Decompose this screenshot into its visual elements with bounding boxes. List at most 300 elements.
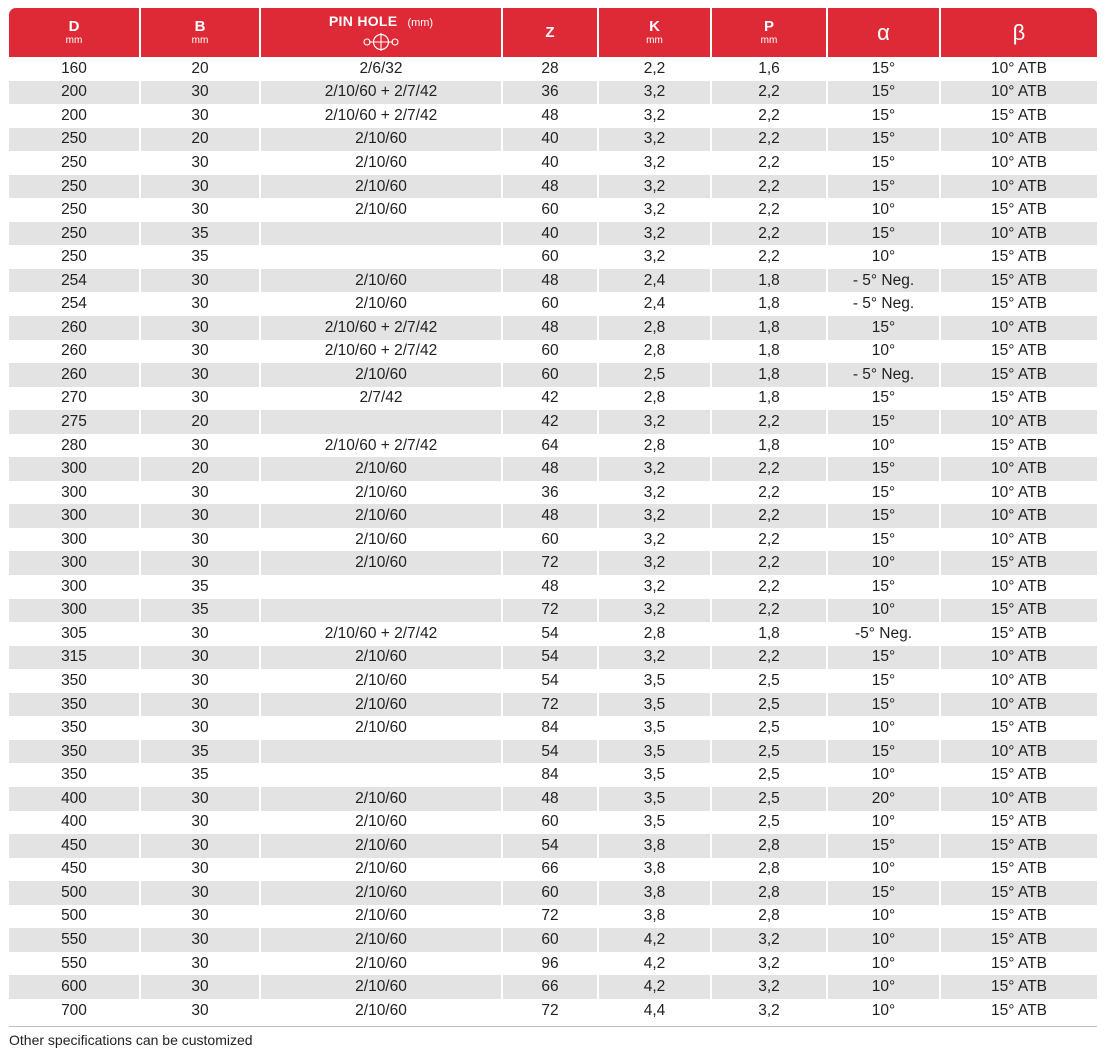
cell-b: 30 (139, 716, 259, 740)
cell-pin-hole: 2/10/60 (259, 457, 501, 481)
cell-z: 48 (501, 457, 597, 481)
header-k-unit: mm (646, 35, 663, 46)
cell-beta: 15° ATB (939, 269, 1097, 293)
cell-k: 2,5 (597, 363, 710, 387)
cell-b: 30 (139, 316, 259, 340)
cell-z: 28 (501, 57, 597, 81)
cell-z: 60 (501, 811, 597, 835)
table-row (9, 410, 1097, 434)
cell-p: 2,2 (710, 457, 826, 481)
cell-alpha: 15° (826, 834, 939, 858)
cell-pin-hole: 2/10/60 (259, 481, 501, 505)
cell-z: 40 (501, 151, 597, 175)
cell-z: 60 (501, 245, 597, 269)
cell-pin-hole: 2/10/60 (259, 269, 501, 293)
header-d-label: D (68, 18, 80, 35)
cell-b: 30 (139, 928, 259, 952)
saw-blade-spec-table (9, 8, 1097, 1022)
cell-b: 30 (139, 175, 259, 199)
cell-beta: 15° ATB (939, 763, 1097, 787)
cell-k: 2,4 (597, 269, 710, 293)
cell-p: 2,2 (710, 222, 826, 246)
cell-beta: 15° ATB (939, 999, 1097, 1023)
cell-pin-hole: 2/10/60 (259, 128, 501, 152)
cell-b: 30 (139, 975, 259, 999)
cell-z: 72 (501, 999, 597, 1023)
table-row (9, 292, 1097, 316)
header-pin-hole (259, 8, 501, 57)
cell-b: 30 (139, 481, 259, 505)
table-row (9, 222, 1097, 246)
cell-pin-hole: 2/10/60 + 2/7/42 (259, 622, 501, 646)
cell-p: 3,2 (710, 952, 826, 976)
cell-beta: 15° ATB (939, 622, 1097, 646)
cell-k: 3,2 (597, 646, 710, 670)
cell-beta: 15° ATB (939, 928, 1097, 952)
cell-b: 30 (139, 834, 259, 858)
cell-k: 3,2 (597, 457, 710, 481)
cell-k: 3,2 (597, 528, 710, 552)
cell-k: 3,5 (597, 763, 710, 787)
cell-b: 30 (139, 81, 259, 105)
cell-pin-hole: 2/10/60 + 2/7/42 (259, 340, 501, 364)
cell-k: 3,8 (597, 905, 710, 929)
cell-d: 270 (61, 389, 87, 407)
cell-k: 3,2 (597, 175, 710, 199)
cell-b: 30 (139, 104, 259, 128)
cell-alpha: 15° (826, 740, 939, 764)
cell-k: 2,8 (597, 316, 710, 340)
cell-z: 48 (501, 175, 597, 199)
cell-k: 3,2 (597, 81, 710, 105)
cell-b: 20 (139, 410, 259, 434)
cell-alpha: 15° (826, 528, 939, 552)
cell-p: 2,5 (710, 716, 826, 740)
table-row (9, 716, 1097, 740)
cell-z: 48 (501, 787, 597, 811)
cell-k: 4,2 (597, 928, 710, 952)
cell-alpha: -5° Neg. (826, 622, 939, 646)
cell-b: 30 (139, 528, 259, 552)
cell-z: 72 (501, 599, 597, 623)
cell-alpha: 10° (826, 763, 939, 787)
cell-alpha: 10° (826, 999, 939, 1023)
cell-p: 2,2 (710, 104, 826, 128)
cell-z: 48 (501, 575, 597, 599)
cell-alpha: 10° (826, 434, 939, 458)
cell-beta: 10° ATB (939, 504, 1097, 528)
table-row (9, 599, 1097, 623)
cell-beta: 10° ATB (939, 528, 1097, 552)
cell-z: 60 (501, 198, 597, 222)
cell-k: 3,2 (597, 551, 710, 575)
cell-pin-hole: 2/10/60 (259, 928, 501, 952)
cell-d: 200 (9, 81, 139, 105)
cell-d: 500 (61, 907, 87, 925)
cell-z: 48 (501, 104, 597, 128)
cell-beta: 15° ATB (939, 387, 1097, 411)
cell-alpha: 15° (826, 481, 939, 505)
cell-pin-hole: 2/10/60 (259, 363, 501, 387)
table-row (9, 646, 1097, 670)
cell-z: 54 (501, 622, 597, 646)
cell-d: 260 (61, 342, 87, 360)
cell-alpha: 15° (826, 316, 939, 340)
table-row (9, 151, 1097, 175)
table-row (9, 57, 1097, 81)
cell-d: 250 (61, 201, 87, 219)
cell-beta: 10° ATB (939, 481, 1097, 505)
cell-d: 250 (9, 128, 139, 152)
cell-p: 2,2 (710, 575, 826, 599)
cell-alpha: 10° (826, 198, 939, 222)
cell-beta: 10° ATB (939, 787, 1097, 811)
cell-beta: 15° ATB (939, 198, 1097, 222)
cell-pin-hole: 2/10/60 (259, 151, 501, 175)
cell-b: 30 (139, 999, 259, 1023)
cell-z: 48 (501, 316, 597, 340)
cell-beta: 10° ATB (939, 669, 1097, 693)
cell-z: 64 (501, 434, 597, 458)
cell-b: 20 (139, 128, 259, 152)
cell-d: 400 (61, 813, 87, 831)
cell-d: 254 (9, 269, 139, 293)
table-header (9, 8, 1097, 57)
cell-p: 1,8 (710, 316, 826, 340)
cell-z: 96 (501, 952, 597, 976)
cell-beta: 15° ATB (939, 905, 1097, 929)
footer-divider (9, 1026, 1097, 1027)
table-row (9, 481, 1097, 505)
cell-alpha: - 5° Neg. (826, 292, 939, 316)
cell-beta: 15° ATB (939, 834, 1097, 858)
cell-b: 30 (139, 151, 259, 175)
cell-pin-hole: 2/10/60 (259, 292, 501, 316)
header-pin-hole-label: PIN HOLE (328, 13, 398, 29)
table-row (9, 81, 1097, 105)
cell-beta: 15° ATB (939, 811, 1097, 835)
cell-alpha: 15° (826, 222, 939, 246)
cell-alpha: 15° (826, 457, 939, 481)
cell-pin-hole: 2/10/60 (259, 905, 501, 929)
cell-k: 3,2 (597, 575, 710, 599)
header-beta-label: β (1012, 20, 1026, 45)
cell-b: 30 (139, 504, 259, 528)
cell-d: 275 (9, 410, 139, 434)
cell-pin-hole: 2/10/60 (259, 669, 501, 693)
cell-b: 20 (139, 457, 259, 481)
cell-p: 3,2 (710, 928, 826, 952)
cell-alpha: 10° (826, 928, 939, 952)
cell-beta: 15° ATB (939, 104, 1097, 128)
cell-z: 72 (501, 693, 597, 717)
cell-d: 300 (9, 599, 139, 623)
table-row (9, 999, 1097, 1023)
cell-d: 300 (61, 530, 87, 548)
table-row (9, 928, 1097, 952)
cell-k: 4,2 (597, 952, 710, 976)
table-row (9, 457, 1097, 481)
cell-z: 60 (501, 363, 597, 387)
cell-alpha: - 5° Neg. (826, 363, 939, 387)
cell-alpha: 10° (826, 811, 939, 835)
cell-p: 1,8 (710, 340, 826, 364)
cell-k: 3,8 (597, 834, 710, 858)
header-z (501, 8, 597, 57)
cell-beta: 10° ATB (939, 575, 1097, 599)
cell-k: 3,2 (597, 504, 710, 528)
cell-p: 1,8 (710, 387, 826, 411)
cell-p: 2,2 (710, 128, 826, 152)
cell-alpha: 15° (826, 575, 939, 599)
cell-p: 1,6 (710, 57, 826, 81)
cell-k: 3,2 (597, 410, 710, 434)
cell-z: 42 (501, 410, 597, 434)
cell-z: 54 (501, 740, 597, 764)
cell-p: 1,8 (710, 269, 826, 293)
cell-beta: 15° ATB (939, 952, 1097, 976)
cell-z: 60 (501, 340, 597, 364)
cell-z: 54 (501, 646, 597, 670)
cell-b: 30 (139, 292, 259, 316)
cell-p: 2,5 (710, 811, 826, 835)
cell-z: 54 (501, 669, 597, 693)
cell-pin-hole (259, 410, 501, 434)
cell-k: 3,2 (597, 481, 710, 505)
cell-k: 4,2 (597, 975, 710, 999)
cell-k: 3,8 (597, 881, 710, 905)
cell-alpha: 15° (826, 504, 939, 528)
header-p (710, 8, 826, 57)
cell-b: 30 (139, 551, 259, 575)
cell-z: 36 (501, 81, 597, 105)
pin-hole-icon (358, 33, 404, 51)
cell-beta: 10° ATB (939, 693, 1097, 717)
cell-d: 250 (9, 175, 139, 199)
cell-z: 72 (501, 551, 597, 575)
cell-d: 200 (61, 106, 87, 124)
cell-pin-hole: 2/7/42 (259, 387, 501, 411)
cell-alpha: 15° (826, 646, 939, 670)
cell-b: 30 (139, 811, 259, 835)
cell-d: 260 (9, 316, 139, 340)
cell-d: 315 (9, 646, 139, 670)
cell-b: 30 (139, 858, 259, 882)
cell-alpha: 15° (826, 387, 939, 411)
cell-b: 30 (139, 952, 259, 976)
cell-alpha: - 5° Neg. (826, 269, 939, 293)
cell-d: 550 (61, 954, 87, 972)
cell-pin-hole: 2/10/60 (259, 551, 501, 575)
cell-p: 2,2 (710, 245, 826, 269)
cell-pin-hole: 2/10/60 (259, 952, 501, 976)
cell-d: 160 (61, 59, 87, 77)
cell-d: 300 (61, 577, 87, 595)
cell-beta: 10° ATB (939, 128, 1097, 152)
table-row (9, 504, 1097, 528)
cell-b: 35 (139, 575, 259, 599)
cell-alpha: 15° (826, 81, 939, 105)
cell-b: 30 (139, 693, 259, 717)
table-body (9, 57, 1097, 1022)
cell-pin-hole: 2/10/60 (259, 693, 501, 717)
cell-p: 1,8 (710, 292, 826, 316)
cell-p: 2,8 (710, 881, 826, 905)
cell-d: 450 (9, 834, 139, 858)
cell-b: 30 (139, 269, 259, 293)
cell-beta: 10° ATB (939, 175, 1097, 199)
table-row (9, 198, 1097, 222)
table-row (9, 104, 1097, 128)
table-row (9, 528, 1097, 552)
cell-alpha: 15° (826, 128, 939, 152)
cell-beta: 15° ATB (939, 975, 1097, 999)
cell-z: 84 (501, 716, 597, 740)
cell-alpha: 15° (826, 104, 939, 128)
table-row (9, 245, 1097, 269)
cell-k: 3,2 (597, 104, 710, 128)
cell-alpha: 10° (826, 975, 939, 999)
table-row (9, 269, 1097, 293)
header-b (139, 8, 259, 57)
cell-p: 1,8 (710, 622, 826, 646)
cell-beta: 10° ATB (939, 457, 1097, 481)
cell-z: 60 (501, 292, 597, 316)
cell-k: 2,8 (597, 387, 710, 411)
cell-k: 2,8 (597, 434, 710, 458)
cell-beta: 15° ATB (939, 599, 1097, 623)
table-row (9, 693, 1097, 717)
cell-alpha: 10° (826, 905, 939, 929)
cell-d: 250 (61, 248, 87, 266)
cell-beta: 15° ATB (939, 716, 1097, 740)
cell-b: 35 (139, 740, 259, 764)
cell-beta: 15° ATB (939, 340, 1097, 364)
cell-d: 350 (9, 693, 139, 717)
cell-pin-hole: 2/10/60 + 2/7/42 (259, 104, 501, 128)
table-row (9, 834, 1097, 858)
header-alpha (826, 8, 939, 57)
table-row (9, 787, 1097, 811)
cell-k: 3,2 (597, 245, 710, 269)
cell-pin-hole (259, 763, 501, 787)
cell-z: 60 (501, 881, 597, 905)
cell-k: 3,2 (597, 198, 710, 222)
cell-k: 2,8 (597, 622, 710, 646)
cell-b: 30 (139, 363, 259, 387)
cell-p: 2,2 (710, 481, 826, 505)
cell-k: 3,5 (597, 787, 710, 811)
cell-pin-hole: 2/10/60 (259, 528, 501, 552)
table-row (9, 952, 1097, 976)
cell-d: 250 (61, 153, 87, 171)
cell-d: 250 (9, 222, 139, 246)
cell-k: 3,2 (597, 222, 710, 246)
cell-p: 2,2 (710, 646, 826, 670)
cell-k: 3,2 (597, 151, 710, 175)
header-d (9, 8, 139, 57)
cell-pin-hole: 2/10/60 (259, 811, 501, 835)
cell-alpha: 10° (826, 858, 939, 882)
cell-z: 48 (501, 504, 597, 528)
cell-pin-hole (259, 599, 501, 623)
cell-beta: 10° ATB (939, 81, 1097, 105)
cell-pin-hole: 2/10/60 (259, 787, 501, 811)
cell-pin-hole: 2/10/60 (259, 834, 501, 858)
header-alpha-label: α (877, 20, 890, 45)
cell-pin-hole: 2/10/60 (259, 881, 501, 905)
cell-beta: 15° ATB (939, 292, 1097, 316)
cell-pin-hole: 2/10/60 (259, 716, 501, 740)
cell-alpha: 20° (826, 787, 939, 811)
cell-p: 1,8 (710, 363, 826, 387)
cell-beta: 15° ATB (939, 551, 1097, 575)
table-row (9, 975, 1097, 999)
cell-b: 30 (139, 669, 259, 693)
cell-pin-hole (259, 575, 501, 599)
table-row (9, 763, 1097, 787)
cell-b: 30 (139, 622, 259, 646)
cell-beta: 15° ATB (939, 363, 1097, 387)
cell-p: 2,2 (710, 198, 826, 222)
cell-z: 60 (501, 528, 597, 552)
cell-d: 700 (61, 1001, 87, 1019)
cell-p: 3,2 (710, 999, 826, 1023)
cell-pin-hole: 2/10/60 + 2/7/42 (259, 434, 501, 458)
cell-z: 66 (501, 858, 597, 882)
cell-b: 35 (139, 763, 259, 787)
cell-d: 305 (61, 624, 87, 642)
cell-p: 2,2 (710, 151, 826, 175)
cell-beta: 10° ATB (939, 410, 1097, 434)
cell-pin-hole: 2/6/32 (259, 57, 501, 81)
cell-d: 550 (9, 928, 139, 952)
cell-k: 4,4 (597, 999, 710, 1023)
cell-b: 30 (139, 905, 259, 929)
cell-p: 2,2 (710, 504, 826, 528)
table-row (9, 128, 1097, 152)
cell-z: 42 (501, 387, 597, 411)
cell-pin-hole (259, 222, 501, 246)
table-row (9, 551, 1097, 575)
cell-b: 30 (139, 198, 259, 222)
table-row (9, 811, 1097, 835)
header-k (597, 8, 710, 57)
cell-beta: 10° ATB (939, 57, 1097, 81)
cell-pin-hole: 2/10/60 (259, 198, 501, 222)
cell-b: 30 (139, 787, 259, 811)
cell-k: 3,2 (597, 599, 710, 623)
cell-alpha: 15° (826, 175, 939, 199)
cell-k: 2,2 (597, 57, 710, 81)
header-b-label: B (194, 18, 206, 35)
cell-b: 35 (139, 599, 259, 623)
cell-beta: 10° ATB (939, 222, 1097, 246)
cell-alpha: 10° (826, 340, 939, 364)
cell-pin-hole: 2/10/60 (259, 999, 501, 1023)
cell-z: 36 (501, 481, 597, 505)
cell-p: 1,8 (710, 434, 826, 458)
header-d-unit: mm (65, 35, 83, 46)
cell-d: 280 (61, 436, 87, 454)
cell-b: 30 (139, 340, 259, 364)
cell-k: 3,5 (597, 716, 710, 740)
cell-b: 30 (139, 387, 259, 411)
cell-p: 3,2 (710, 975, 826, 999)
header-k-label: K (649, 18, 660, 35)
cell-b: 30 (139, 434, 259, 458)
cell-z: 60 (501, 928, 597, 952)
